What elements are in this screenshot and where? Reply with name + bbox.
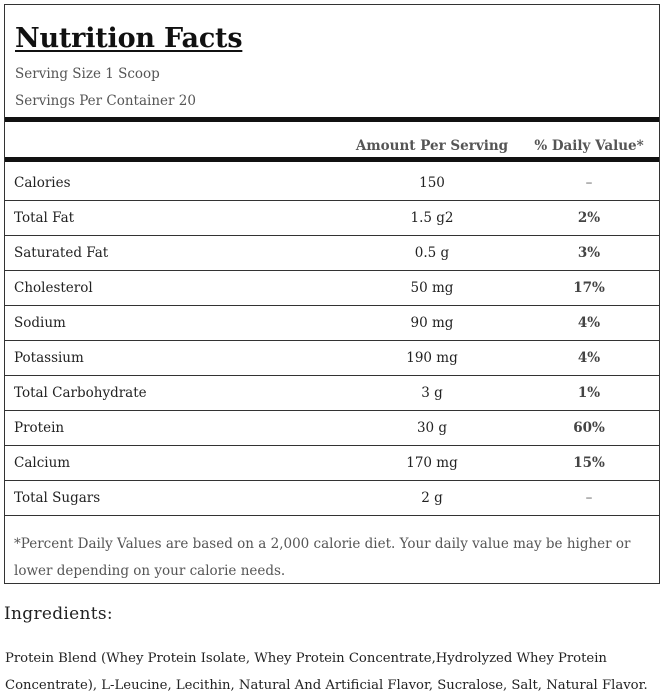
nutrient-name: Total Fat xyxy=(14,210,75,226)
nutrient-name: Sodium xyxy=(14,315,66,331)
nutrient-row xyxy=(5,341,659,376)
nutrient-row xyxy=(5,236,659,271)
nutrient-amount: 2 g xyxy=(421,490,443,506)
nutrient-row xyxy=(5,271,659,306)
nutrient-row xyxy=(5,201,659,236)
nutrition-facts-panel xyxy=(4,4,660,584)
nutrient-row xyxy=(5,446,659,481)
nutrient-row xyxy=(5,411,659,446)
nutrient-amount: 90 mg xyxy=(410,315,454,331)
amount-per-serving-header: Amount Per Serving xyxy=(355,138,509,154)
nutrient-row xyxy=(5,481,659,516)
nutrient-daily-value: 4% xyxy=(577,350,601,366)
nutrient-daily-value: 1% xyxy=(577,385,601,401)
serving-size: Serving Size 1 Scoop xyxy=(15,66,160,82)
nutrient-daily-value: 2% xyxy=(577,210,601,226)
nutrient-amount: 190 mg xyxy=(406,350,458,366)
nutrient-row xyxy=(5,376,659,411)
nutrient-name: Cholesterol xyxy=(14,280,93,296)
thick-divider-top xyxy=(5,117,659,122)
nutrient-daily-value: 4% xyxy=(577,315,601,331)
nutrient-name: Total Carbohydrate xyxy=(14,385,147,401)
nutrient-name: Calcium xyxy=(14,455,71,471)
daily-value-header: % Daily Value* xyxy=(534,138,644,154)
nutrient-name: Potassium xyxy=(14,350,84,366)
nutrient-amount: 150 xyxy=(419,175,445,191)
nutrient-name: Total Sugars xyxy=(14,490,101,506)
ingredients-heading: Ingredients: xyxy=(4,604,113,624)
nutrient-row xyxy=(5,166,659,201)
ingredients-text: Protein Blend (Whey Protein Isolate, Whey Protein Concentrate,Hydrolyzed Whey Protein Concentrate), L-Leucine, Lecithin, Natural And Artificial Flavor, Sucralose, Salt, Natural Flavor. xyxy=(5,651,648,693)
nutrient-amount: 0.5 g xyxy=(414,245,450,261)
nutrient-name: Protein xyxy=(14,420,65,436)
nutrient-daily-value: 60% xyxy=(573,420,605,436)
nutrient-daily-value: 3% xyxy=(577,245,601,261)
nutrient-daily-value: 15% xyxy=(573,455,605,471)
nutrient-daily-value: – xyxy=(585,490,593,506)
daily-value-footnote: *Percent Daily Values are based on a 2,000 calorie diet. Your daily value may be higher or lower depending on your calorie needs. xyxy=(14,536,631,579)
nutrient-rows xyxy=(5,166,659,516)
thick-divider-header xyxy=(5,157,659,162)
nutrient-daily-value: – xyxy=(585,175,593,191)
nutrient-name: Saturated Fat xyxy=(14,245,109,261)
nutrient-daily-value: 17% xyxy=(573,280,605,296)
nutrient-amount: 3 g xyxy=(421,385,443,401)
nutrition-facts-title: Nutrition Facts xyxy=(15,23,243,54)
servings-per-container: Servings Per Container 20 xyxy=(15,93,196,109)
nutrient-amount: 170 mg xyxy=(406,455,458,471)
nutrient-amount: 50 mg xyxy=(410,280,454,296)
nutrient-amount: 30 g xyxy=(416,420,448,436)
nutrient-amount: 1.5 g2 xyxy=(410,210,454,226)
nutrient-row xyxy=(5,306,659,341)
nutrient-name: Calories xyxy=(14,175,71,191)
